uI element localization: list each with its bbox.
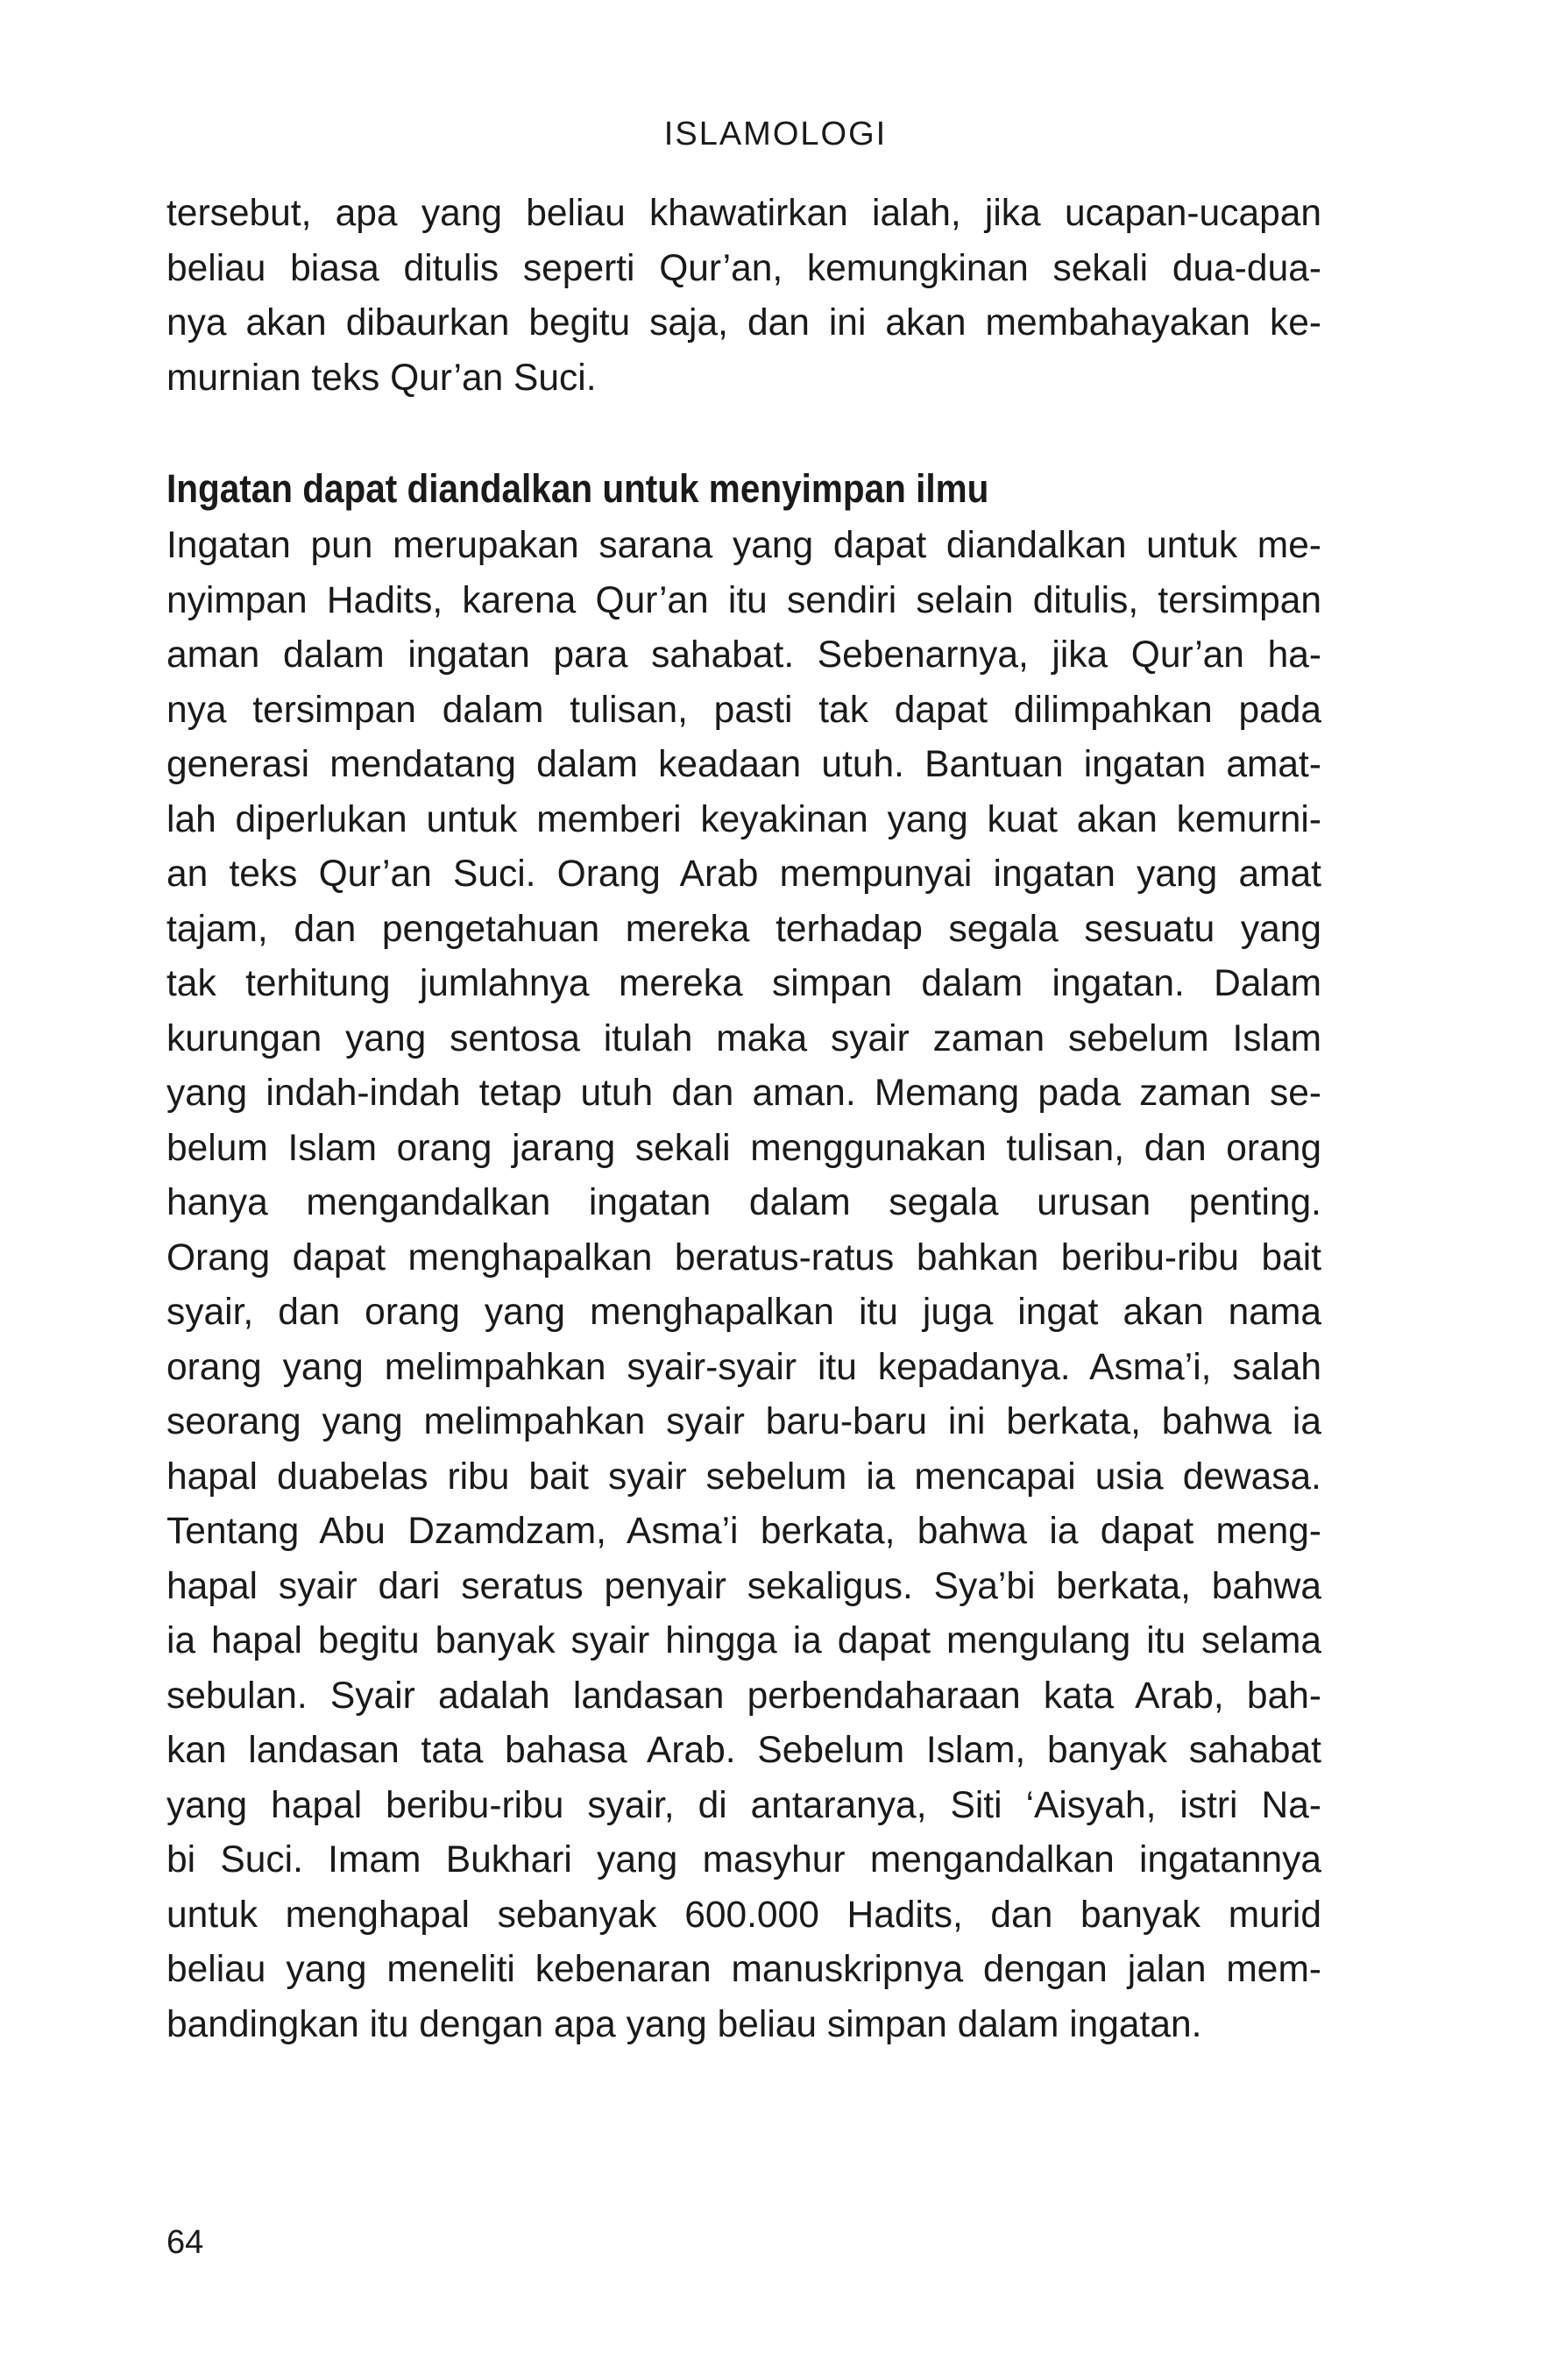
intro-paragraph bbox=[166, 187, 1321, 406]
text-line: bi Suci. Imam Bukhari yang masyhur mengandalkan ingatannya bbox=[166, 1839, 1321, 1881]
page-number: 64 bbox=[166, 2224, 204, 2261]
text-line: murnian teks Qur’an Suci. bbox=[166, 357, 597, 399]
text-line: tersebut, apa yang beliau khawatirkan ialah, jika ucapan-ucapan bbox=[166, 193, 1321, 234]
text-line: nya akan dibaurkan begitu saja, dan ini akan membahayakan ke- bbox=[166, 302, 1321, 344]
text-line: kurungan yang sentosa itulah maka syair zaman sebelum Islam bbox=[166, 1017, 1321, 1059]
running-header-title: ISLAMOLOGI bbox=[663, 116, 888, 152]
text-line: kan landasan tata bahasa Arab. Sebelum Islam, banyak sahabat bbox=[166, 1730, 1321, 1771]
text-line: Orang dapat menghapalkan beratus-ratus bahkan beribu-ribu bait bbox=[166, 1236, 1321, 1279]
section-heading: Ingatan dapat diandalkan untuk menyimpan ilmu bbox=[166, 466, 989, 511]
text-line: bandingkan itu dengan apa yang beliau simpan dalam ingatan. bbox=[166, 2003, 1202, 2045]
text-line: untuk menghapal sebanyak 600.000 Hadits, dan banyak murid bbox=[166, 1894, 1321, 1936]
text-line: aman dalam ingatan para sahabat. Sebenarnya, jika Qur’an ha- bbox=[166, 634, 1321, 676]
text-line: tak terhitung jumlahnya mereka simpan dalam ingatan. Dalam bbox=[166, 963, 1321, 1004]
text-line: lah diperlukan untuk memberi keyakinan yang kuat akan kemurni- bbox=[166, 798, 1321, 840]
section-paragraph bbox=[166, 519, 1321, 2052]
text-line: syair, dan orang yang menghapalkan itu juga ingat akan nama bbox=[166, 1292, 1321, 1333]
text-line: yang indah-indah tetap utuh dan aman. Memang pada zaman se- bbox=[166, 1073, 1321, 1114]
text-line: tajam, dan pengetahuan mereka terhadap segala sesuatu yang bbox=[166, 908, 1321, 950]
text-line: sebulan. Syair adalah landasan perbendaharaan kata Arab, bah- bbox=[166, 1675, 1321, 1717]
text-line: an teks Qur’an Suci. Orang Arab mempunyai ingatan yang amat bbox=[166, 854, 1321, 895]
text-line: hanya mengandalkan ingatan dalam segala urusan penting. bbox=[166, 1182, 1321, 1223]
text-line: belum Islam orang jarang sekali menggunakan tulisan, dan orang bbox=[166, 1127, 1321, 1169]
text-line: nya tersimpan dalam tulisan, pasti tak dapat dilimpahkan pada bbox=[166, 689, 1321, 731]
text-line: seorang yang melimpahkan syair baru-baru ini berkata, bahwa ia bbox=[166, 1401, 1321, 1442]
text-line: orang yang melimpahkan syair-syair itu kepadanya. Asma’i, salah bbox=[166, 1346, 1321, 1388]
text-line: yang hapal beribu-ribu syair, di antaranya, Siti ‘Aisyah, istri Na- bbox=[166, 1784, 1321, 1826]
text-line: nyimpan Hadits, karena Qur’an itu sendiri selain ditulis, tersimpan bbox=[166, 579, 1321, 621]
text-line: generasi mendatang dalam keadaan utuh. Bantuan ingatan amat- bbox=[166, 744, 1321, 785]
text-line: Tentang Abu Dzamdzam, Asma’i berkata, bahwa ia dapat meng- bbox=[166, 1511, 1321, 1552]
text-line: Ingatan pun merupakan sarana yang dapat diandalkan untuk me- bbox=[166, 525, 1321, 566]
text-line: ia hapal begitu banyak syair hingga ia dapat mengulang itu selama bbox=[166, 1620, 1321, 1661]
text-line: hapal syair dari seratus penyair sekaligus. Sya’bi berkata, bahwa bbox=[166, 1565, 1321, 1607]
text-line: hapal duabelas ribu bait syair sebelum ia mencapai usia dewasa. bbox=[166, 1456, 1321, 1498]
text-line: beliau biasa ditulis seperti Qur’an, kemungkinan sekali dua-dua- bbox=[166, 247, 1321, 289]
text-line: beliau yang meneliti kebenaran manuskripnya dengan jalan mem- bbox=[166, 1949, 1321, 1990]
